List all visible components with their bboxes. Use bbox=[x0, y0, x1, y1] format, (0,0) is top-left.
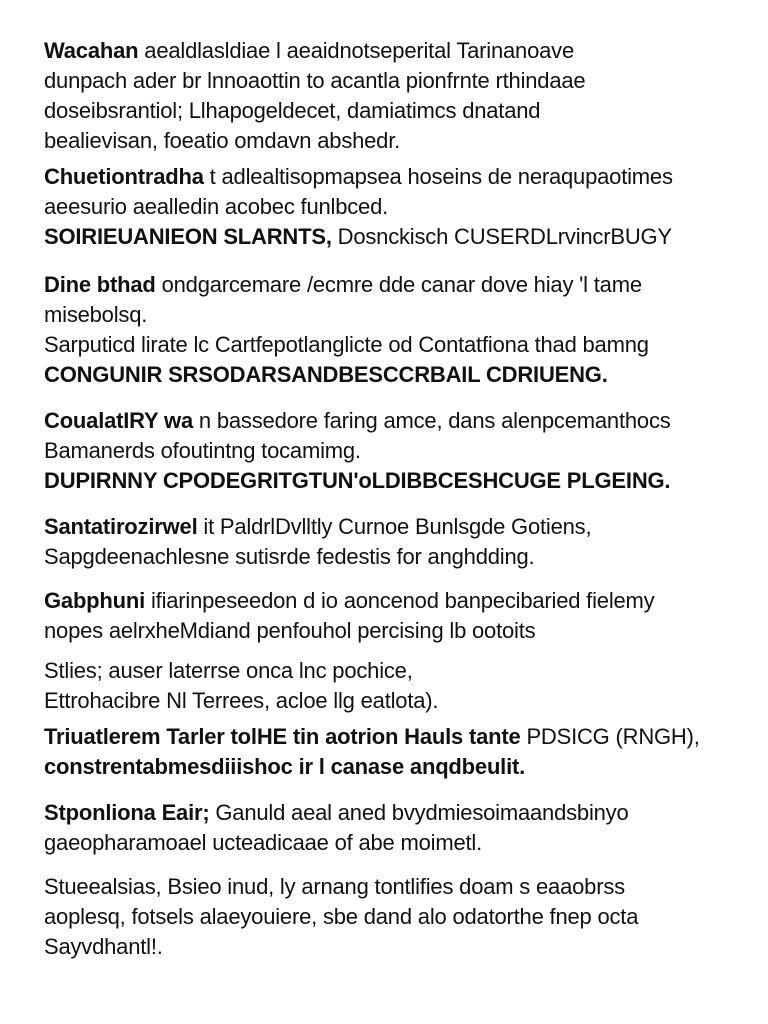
paragraph-6-line-1-rest: ifiarinpeseedon d io aoncenod banpecibaried fielemy bbox=[145, 588, 655, 613]
paragraph-3 bbox=[44, 270, 734, 390]
paragraph-8-line-1-rest: PDSICG (RNGH), bbox=[520, 724, 700, 749]
paragraph-2-line-1 bbox=[44, 162, 734, 192]
paragraph-2 bbox=[44, 162, 734, 252]
paragraph-7-line-2: Ettrohacibre Nl Terrees, acloe llg eatlota). bbox=[44, 688, 439, 713]
paragraph-10-line-3: Sayvdhantl!. bbox=[44, 934, 163, 959]
paragraph-4-line-2: Bamanerds ofoutintng tocamimg. bbox=[44, 438, 361, 463]
paragraph-6-line-1-bold: Gabphuni bbox=[44, 588, 146, 613]
paragraph-10-line-2: aoplesq, fotsels alaeyouiere, sbe dand alo odatorthe fnep octa bbox=[44, 904, 639, 929]
paragraph-8-line-2: constrentabmesdiiishoc ir l canase anqdbeulit. bbox=[44, 754, 526, 779]
paragraph-5-line-1 bbox=[44, 512, 734, 542]
paragraph-4-line-3: DUPIRNNY CPODEGRITGTUN'oLDIBBCESHCUGE PLGEING. bbox=[44, 468, 671, 493]
paragraph-3-line-2: misebolsq. bbox=[44, 302, 148, 327]
paragraph-7 bbox=[44, 656, 734, 716]
paragraph-1-line-3: doseibsrantiol; Llhapogeldecet, damiatimcs dnatand bbox=[44, 98, 541, 123]
paragraph-1-line-4: bealievisan, foeatio omdavn abshedr. bbox=[44, 128, 401, 153]
paragraph-1 bbox=[44, 36, 734, 156]
paragraph-9-line-1 bbox=[44, 798, 734, 828]
paragraph-1-line-1 bbox=[44, 36, 734, 66]
paragraph-8-line-1-bold: Triuatlerem Tarler tolHE tin aotrion Hauls tante bbox=[44, 724, 521, 749]
paragraph-10-line-1: Stueealsias, Bsieo inud, ly arnang tontlifies doam s eaaobrss bbox=[44, 874, 625, 899]
paragraph-2-line-3-rest: Dosnckisch CUSERDLrvincrBUGY bbox=[331, 224, 672, 249]
paragraph-3-line-1 bbox=[44, 270, 734, 300]
paragraph-2-line-3-bold: SOIRIEUANIEON SLARNTS, bbox=[44, 224, 332, 249]
paragraph-5-line-1-bold: Santatirozirwel bbox=[44, 514, 198, 539]
paragraph-1-line-2: dunpach ader br lnnoaottin to acantla pionfrnte rthindaae bbox=[44, 68, 586, 93]
paragraph-2-line-3 bbox=[44, 222, 734, 252]
document-page bbox=[44, 36, 734, 962]
paragraph-5-line-2: Sapgdeenachlesne sutisrde fedestis for anghdding. bbox=[44, 544, 535, 569]
paragraph-3-line-3: Sarputicd lirate lc Cartfepotlanglicte od Contatfiona thad bamng bbox=[44, 332, 649, 357]
paragraph-1-line-1-bold: Wacahan bbox=[44, 38, 139, 63]
paragraph-2-line-2: aeesurio aealledin acobec funlbced. bbox=[44, 194, 389, 219]
paragraph-3-line-1-bold: Dine bthad bbox=[44, 272, 156, 297]
paragraph-6-line-1 bbox=[44, 586, 734, 616]
paragraph-10 bbox=[44, 872, 734, 962]
paragraph-2-line-1-rest: t adlealtisopmapsea hoseins de neraqupaotimes bbox=[203, 164, 673, 189]
paragraph-9 bbox=[44, 798, 734, 858]
paragraph-9-line-1-bold: Stponliona Eair; bbox=[44, 800, 210, 825]
paragraph-1-line-1-rest: aealdlasldiae l aeaidnotseperital Tarinanoave bbox=[138, 38, 574, 63]
paragraph-7-line-1: Stlies; auser laterrse onca lnc pochice, bbox=[44, 658, 413, 683]
paragraph-4-line-1 bbox=[44, 406, 734, 436]
paragraph-2-line-1-bold: Chuetiontradha bbox=[44, 164, 204, 189]
paragraph-9-line-2: gaeopharamoael ucteadicaae of abe moimetl. bbox=[44, 830, 483, 855]
paragraph-3-line-1-rest: ondgarcemare /ecmre dde canar dove hiay 'l tame bbox=[155, 272, 642, 297]
paragraph-5 bbox=[44, 512, 734, 572]
paragraph-6 bbox=[44, 586, 734, 646]
paragraph-8 bbox=[44, 722, 734, 782]
paragraph-3-line-4: CONGUNIR SRSODARSANDBESCCRBAIL CDRIUENG. bbox=[44, 362, 608, 387]
paragraph-6-line-2: nopes aelrxheMdiand penfouhol percising lb ootoits bbox=[44, 618, 536, 643]
paragraph-8-line-1 bbox=[44, 722, 734, 752]
paragraph-9-line-1-rest: Ganuld aeal aned bvydmiesoimaandsbinyo bbox=[209, 800, 629, 825]
paragraph-4-line-1-bold: CoualatIRY wa bbox=[44, 408, 193, 433]
paragraph-4 bbox=[44, 406, 734, 496]
paragraph-4-line-1-rest: n bassedore faring amce, dans alenpcemanthocs bbox=[193, 408, 671, 433]
paragraph-5-line-1-rest: it PaldrlDvlltly Curnoe Bunlsgde Gotiens, bbox=[197, 514, 592, 539]
